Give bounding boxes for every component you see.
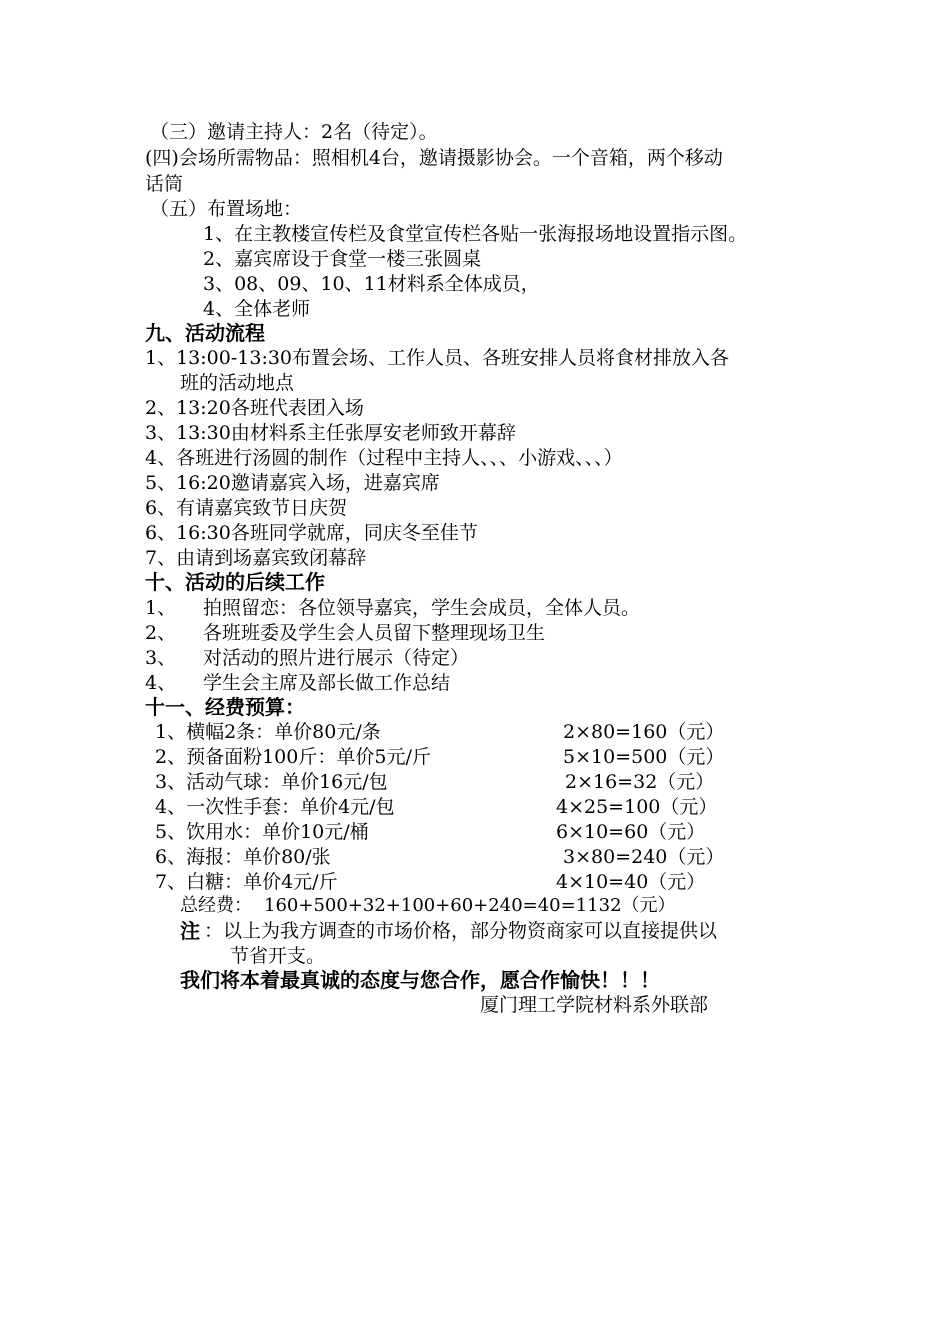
setup-item: 3、08、09、10、11材料系全体成员， bbox=[203, 273, 540, 295]
signature: 厦门理工学院材料系外联部 bbox=[480, 994, 709, 1016]
closing-slogan: 我们将本着最真诚的态度与您合作，愿合作愉快！！！ bbox=[180, 968, 660, 992]
budget-item-desc: 5、饮用水：单价10元/桶 bbox=[155, 821, 369, 843]
flow-item-continuation: 班的活动地点 bbox=[180, 372, 295, 394]
followup-text: 对活动的照片进行展示（待定） bbox=[203, 647, 470, 669]
budget-item-calc: 2×80=160（元） bbox=[563, 721, 725, 743]
host-line: （三）邀请主持人：2名（待定）。 bbox=[150, 121, 438, 143]
followup-num: 2、 bbox=[145, 622, 177, 644]
budget-heading: 十一、经费预算： bbox=[145, 695, 305, 719]
note-text-continuation: 节省开支。 bbox=[230, 945, 326, 967]
budget-item-calc: 4×10=40（元） bbox=[556, 871, 706, 893]
budget-item-desc: 6、海报：单价80/张 bbox=[155, 846, 331, 868]
flow-item: 6、有请嘉宾致节日庆贺 bbox=[145, 497, 348, 519]
setup-title: （五）布置场地： bbox=[150, 198, 303, 220]
flow-item: 7、由请到场嘉宾致闭幕辞 bbox=[145, 547, 367, 569]
followup-text: 拍照留恋：各位领导嘉宾，学生会成员，全体人员。 bbox=[203, 597, 641, 619]
flow-item: 3、13:30由材料系主任张厚安老师致开幕辞 bbox=[145, 422, 516, 444]
flow-item: 1、13:00-13:30布置会场、工作人员、各班安排人员将食材排放入各 bbox=[145, 347, 730, 369]
budget-item-desc: 3、活动气球：单价16元/包 bbox=[155, 771, 388, 793]
flow-item: 4、各班进行汤圆的制作（过程中主持人、、、小游戏、、、） bbox=[145, 447, 623, 469]
budget-item-desc: 7、白糖：单价4元/斤 bbox=[155, 871, 338, 893]
flow-heading: 九、活动流程 bbox=[145, 321, 265, 345]
budget-item-desc: 1、横幅2条：单价80元/条 bbox=[155, 721, 381, 743]
flow-item: 6、16:30各班同学就席，同庆冬至佳节 bbox=[145, 522, 478, 544]
note-label: 注 bbox=[180, 919, 200, 943]
items-line-2: 话筒 bbox=[145, 173, 184, 195]
total-label: 总经费： bbox=[180, 895, 252, 916]
budget-item-desc: 4、一次性手套：单价4元/包 bbox=[155, 796, 395, 818]
budget-item-calc: 2×16=32（元） bbox=[565, 771, 715, 793]
followup-num: 1、 bbox=[145, 597, 177, 619]
flow-item: 2、13:20各班代表团入场 bbox=[145, 397, 364, 419]
followup-heading: 十、活动的后续工作 bbox=[145, 570, 325, 594]
budget-item-calc: 6×10=60（元） bbox=[556, 821, 706, 843]
items-line-1: (四)会场所需物品：照相机4台，邀请摄影协会。一个音箱，两个移动 bbox=[145, 147, 723, 169]
setup-item: 2、嘉宾席设于食堂一楼三张圆桌 bbox=[203, 248, 482, 270]
total-value: 160+500+32+100+60+240=40=1132（元） bbox=[264, 895, 676, 916]
followup-text: 各班班委及学生会人员留下整理现场卫生 bbox=[203, 622, 546, 644]
flow-item: 5、16:20邀请嘉宾入场，进嘉宾席 bbox=[145, 472, 440, 494]
note-text: ：以上为我方调查的市场价格，部分物资商家可以直接提供以 bbox=[204, 920, 718, 942]
setup-item: 1、在主教楼宣传栏及食堂宣传栏各贴一张海报场地设置指示图。 bbox=[203, 223, 748, 245]
budget-item-calc: 4×25=100（元） bbox=[556, 796, 718, 818]
budget-item-calc: 5×10=500（元） bbox=[563, 746, 725, 768]
followup-text: 学生会主席及部长做工作总结 bbox=[203, 672, 451, 694]
budget-item-desc: 2、预备面粉100斤：单价5元/斤 bbox=[155, 746, 431, 768]
followup-num: 4、 bbox=[145, 672, 177, 694]
budget-item-calc: 3×80=240（元） bbox=[563, 846, 725, 868]
setup-item: 4、全体老师 bbox=[203, 298, 311, 320]
followup-num: 3、 bbox=[145, 647, 177, 669]
